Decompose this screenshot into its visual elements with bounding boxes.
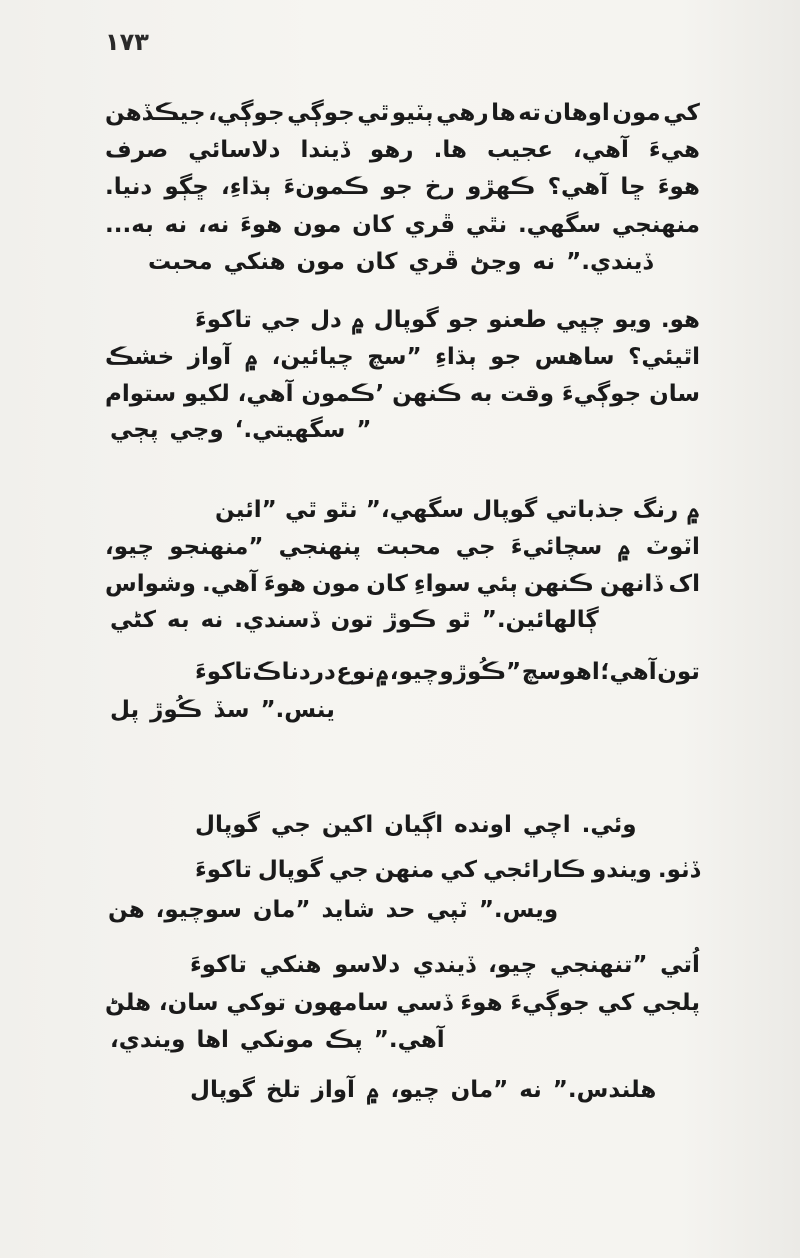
word: آهي؛ (600, 659, 657, 685)
word: ۾ (686, 497, 700, 523)
word: ڇڳو (164, 174, 209, 200)
word: گوپال (472, 497, 538, 523)
word: چيو، (389, 659, 439, 685)
word: نوع (336, 659, 376, 685)
word: هوءَ (240, 212, 283, 238)
word: کان (355, 249, 398, 275)
text-line (105, 339, 700, 375)
word: ڏسندي. (234, 607, 320, 633)
word: ٻٽيو (391, 100, 434, 126)
text-line (105, 529, 700, 565)
word: ڪُوڙ (150, 697, 203, 723)
word: ڪارائجي (482, 857, 586, 883)
word: آواز (311, 1077, 355, 1103)
word: وشواس (105, 571, 196, 597)
word: ڇا (620, 174, 646, 200)
word: آهي، (237, 381, 294, 407)
word: چيائين، (271, 344, 354, 370)
word: ڪنهن (523, 571, 594, 597)
word: سگهي،” (365, 497, 465, 523)
word: سڏ (213, 697, 250, 723)
word: جي (455, 534, 496, 560)
word: حد (385, 897, 416, 923)
word: ڏيندا (300, 137, 350, 163)
word: منهن (374, 857, 435, 883)
word: لکيو (184, 381, 230, 407)
word: مون (293, 212, 342, 238)
word: دردناڪ (252, 659, 336, 685)
word: سان (649, 381, 700, 407)
word: چيو، (390, 1077, 440, 1103)
word: ۾ (617, 534, 631, 560)
word: صرف (105, 137, 169, 163)
text-line (215, 492, 700, 528)
word: مون (612, 100, 661, 126)
word: پل (110, 697, 140, 723)
word: اک (668, 571, 700, 597)
text-line (108, 892, 558, 928)
word: ۾ (365, 1077, 380, 1103)
word: دل (310, 307, 342, 333)
word: وڃڻ (469, 249, 522, 275)
word: ٽپي (426, 897, 468, 923)
word: مون (311, 571, 361, 597)
word: اکين (321, 812, 374, 838)
word: آهي، (573, 137, 629, 163)
word: کان (352, 212, 394, 238)
word: اوهان (543, 100, 610, 126)
text-line (190, 1072, 656, 1108)
word: کي (440, 857, 477, 883)
word: طعنو (488, 307, 547, 333)
word: چڀي (555, 307, 606, 333)
word: تلخ (266, 1077, 301, 1103)
word: دنيا. (105, 174, 153, 200)
word: کي (597, 990, 635, 1016)
word: ”ائين (215, 497, 277, 523)
word: اونده (454, 812, 512, 838)
word: تون (330, 607, 374, 633)
text-line (110, 1022, 445, 1058)
text-line (105, 985, 700, 1021)
word: ’ڪمون (301, 381, 385, 407)
word: جذباتي (545, 497, 625, 523)
word: ”سچ (367, 344, 422, 370)
word: وقت (500, 381, 554, 407)
page-number: ۱۷۳ (105, 28, 149, 56)
word: وئي. (581, 812, 637, 838)
word: ٻڌاءِ، (221, 174, 272, 200)
word: هنکي (259, 952, 322, 978)
word: ويندو (591, 857, 652, 883)
word: محبت (376, 534, 441, 560)
word: هلڻ (105, 990, 152, 1016)
word: پلجي (642, 990, 700, 1016)
word: اٿيئي؟ (628, 344, 700, 370)
word: هلندس.” (552, 1077, 657, 1103)
word: سان، (158, 990, 219, 1016)
text-line (110, 412, 371, 448)
word: نه، (197, 212, 230, 238)
word: نه (200, 607, 224, 633)
word: جوڳيءَ (561, 381, 642, 407)
word: محبت (148, 249, 213, 275)
word: ته (518, 100, 541, 126)
word: اها (196, 1027, 229, 1053)
word: تاکوءَ (195, 307, 252, 333)
word: ڦري (408, 249, 459, 275)
word: جو (490, 344, 522, 370)
word: کي (663, 100, 700, 126)
word: سواءِ (413, 571, 471, 597)
word: اٽوٽ (645, 534, 700, 560)
word: جي (271, 812, 311, 838)
word: کان (366, 571, 408, 597)
word: نٿي (465, 212, 508, 238)
word: ڪوڙ (384, 607, 437, 633)
word: کڻي (110, 607, 157, 633)
word: ڪمونءَ (283, 174, 370, 200)
word: ڦري (404, 212, 456, 238)
word: رهو (369, 137, 414, 163)
word: نه (532, 249, 556, 275)
word: ڪهڙو (466, 174, 536, 200)
text-line (105, 132, 700, 168)
word: مونکي (239, 1027, 314, 1053)
word: ڪنهن (392, 381, 463, 407)
word: ڏٺو. (657, 857, 700, 883)
word: گوپال (257, 857, 323, 883)
word: گوپال (373, 307, 439, 333)
word: هوءَ (460, 990, 503, 1016)
text-line (195, 852, 700, 888)
word: گوپال (190, 1077, 256, 1103)
word: ”ڪُوڙو (439, 659, 522, 685)
text-line (105, 169, 700, 205)
word: سوچيو، (155, 897, 242, 923)
word: ستوام (105, 381, 177, 407)
word: هن (108, 897, 145, 923)
word: سگهيتي.‘ (234, 417, 346, 443)
word: ”منهنجو (169, 534, 264, 560)
word: اُتي (660, 952, 700, 978)
word: پڪ (324, 1027, 363, 1053)
word: ۾ (375, 659, 390, 685)
word: ٻئي (476, 571, 518, 597)
word: توکي (226, 990, 287, 1016)
word: رهي (436, 100, 489, 126)
word: عجيب (486, 137, 553, 163)
word: پنهنجي (278, 534, 362, 560)
word: هوءَ (657, 174, 700, 200)
word: چيو، (488, 952, 538, 978)
word: سچائيءَ (510, 534, 603, 560)
text-line (105, 207, 700, 243)
word: تاکوءَ (195, 857, 252, 883)
word: سچ (521, 659, 561, 685)
word: هوءَ (263, 571, 306, 597)
word: پڄي (110, 417, 159, 443)
word: ”تنهنجي (549, 952, 648, 978)
text-line (190, 947, 700, 983)
word: وڃي (169, 417, 224, 443)
word: ڏيندي (412, 952, 476, 978)
word: نٿو (325, 497, 358, 523)
word: جوڳيءَ (510, 990, 590, 1016)
word: ٿي (284, 497, 317, 523)
word: جيڪڏهن (105, 100, 206, 126)
word: ”مان (450, 1077, 509, 1103)
word: ساهس (534, 344, 615, 370)
word: تاکوءَ (190, 952, 247, 978)
word: ڏانهن (599, 571, 663, 597)
word: به (469, 381, 493, 407)
word: ڏسي (396, 990, 453, 1016)
word: دلاسو (334, 952, 401, 978)
word: آهي؟ (547, 174, 609, 200)
word: ۾ (244, 344, 259, 370)
word: جو (381, 174, 413, 200)
word: ٿو (447, 607, 471, 633)
word: تون (657, 659, 700, 685)
text-line (195, 654, 700, 690)
word: ٻڌاءِ (435, 344, 477, 370)
word: چيو، (105, 534, 155, 560)
word: ”مان (252, 897, 311, 923)
word: منهنجي (611, 212, 700, 238)
word: ٿي (357, 100, 390, 126)
word: جوڳي، (208, 100, 285, 126)
word: آهي.” (373, 1027, 445, 1053)
word: هنکي (223, 249, 286, 275)
word: جي (261, 307, 301, 333)
word: دلاسائي (188, 137, 281, 163)
word: گوپال (195, 812, 261, 838)
word: آواز (187, 344, 232, 370)
text-line (105, 376, 700, 412)
word: نه (519, 1077, 542, 1103)
word: نه (164, 212, 188, 238)
word: ڳالهائين.” (481, 607, 599, 633)
text-line (195, 302, 700, 338)
word: ۾ (351, 307, 365, 333)
text-line (105, 95, 700, 131)
text-line (110, 602, 599, 638)
word: سگهي. (517, 212, 602, 238)
word: رنگ (632, 497, 679, 523)
text-line (148, 244, 653, 280)
word: سامهون (293, 990, 389, 1016)
word: ينس.” (260, 697, 335, 723)
word: به (167, 607, 190, 633)
word: جو (447, 307, 479, 333)
text-line (105, 566, 700, 602)
word: تاکوءَ (195, 659, 252, 685)
word: خشڪ (105, 344, 175, 370)
word: به... (105, 212, 154, 238)
word: آهي. (201, 571, 258, 597)
word: هيءَ (648, 137, 700, 163)
word: جوڳي (287, 100, 355, 126)
word: ها. (433, 137, 467, 163)
text-line (195, 807, 637, 843)
word: ڏيندي.” (566, 249, 653, 275)
word: اچي (522, 812, 571, 838)
word: اڳيان (384, 812, 444, 838)
text-line (110, 692, 335, 728)
word: هو. (660, 307, 700, 333)
word: مون (296, 249, 345, 275)
word: ” (356, 417, 372, 443)
word: ويو (614, 307, 652, 333)
word: اهو (561, 659, 600, 685)
word: ويس.” (478, 897, 559, 923)
word: شايد (321, 897, 375, 923)
word: ها (491, 100, 516, 126)
word: ويندي، (110, 1027, 186, 1053)
word: رخ (424, 174, 455, 200)
word: جي (328, 857, 369, 883)
